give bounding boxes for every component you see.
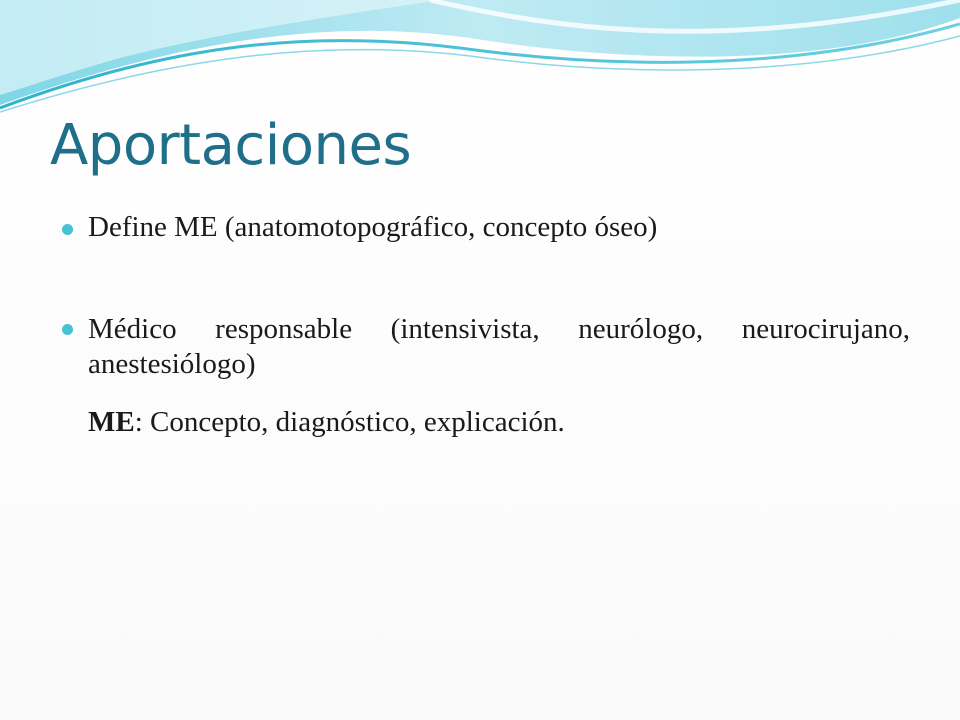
bullet-item-2: Médico responsable (intensivista, neurólogo, neurocirujano, anestesiólogo) [88,313,910,380]
bullet-dot-icon [62,224,73,235]
slide-title: Aportaciones [50,113,412,178]
bullet-item-1: Define ME (anatomotopográfico, concepto óseo) [88,211,658,243]
bullet-dot-icon [62,324,73,335]
header-wave-decoration [0,0,960,120]
follow-line-bold: ME [88,406,135,438]
follow-line-rest: : Concepto, diagnóstico, explicación. [134,406,565,438]
follow-line [88,405,910,440]
